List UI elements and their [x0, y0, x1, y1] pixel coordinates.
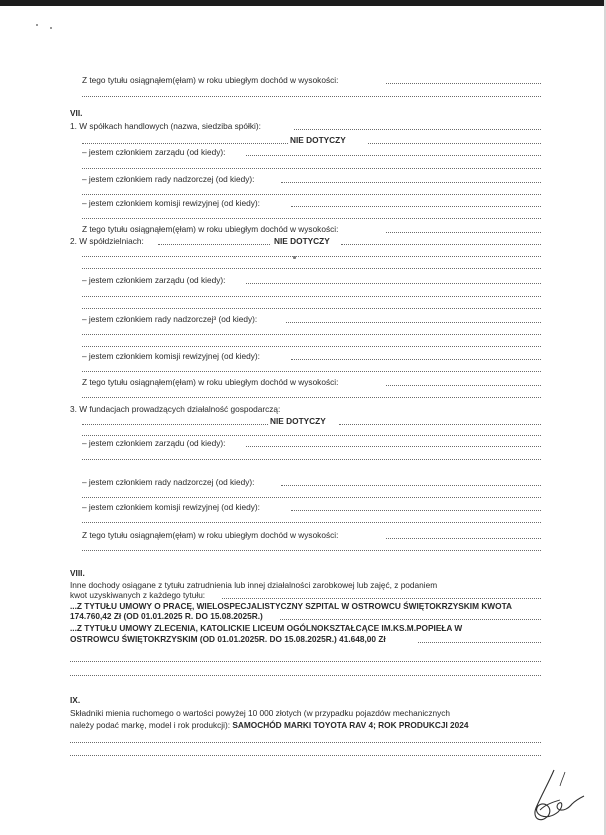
fill-line: [246, 155, 541, 156]
vii-item-1-label: 1. W spółkach handlowych (nazwa, siedziba spółki):: [70, 121, 261, 131]
section-viii-heading: VIII.: [70, 568, 85, 578]
fill-line: [82, 96, 541, 97]
vii1-income-label: Z tego tytułu osiągnąłem(ęłam) w roku ubiegłym dochód w wysokości:: [82, 224, 339, 234]
fill-line: [82, 218, 541, 219]
fill-line: [341, 244, 541, 245]
vii1-member-audit: – jestem członkiem komisji rewizyjnej (od kiedy):: [82, 198, 260, 208]
fill-line: [82, 397, 541, 398]
fill-line: [368, 143, 541, 144]
viii-entry-2-line-1: ...Z TYTUŁU UMOWY ZLECENIA, KATOLICKIE LICEUM OGÓLNOKSZTAŁCĄCE IM.KS.M.POPIEŁA W: [70, 623, 463, 633]
income-label: Z tego tytułu osiągnąłem(ęłam) w roku ubiegłym dochód w wysokości:: [82, 75, 339, 85]
ix-line-2: [70, 720, 542, 730]
vii3-member-audit: – jestem członkiem komisji rewizyjnej (od kiedy):: [82, 502, 260, 512]
fill-line: [82, 256, 541, 257]
vii2-member-audit: – jestem członkiem komisji rewizyjnej (od kiedy):: [82, 351, 260, 361]
fill-line: [70, 742, 541, 743]
fill-line: [294, 129, 541, 130]
vii3-income-label: Z tego tytułu osiągnąłem(ęłam) w roku ubiegłym dochód w wysokości:: [82, 530, 339, 540]
fill-line: [386, 385, 541, 386]
fill-line: [82, 346, 541, 347]
fill-line: [281, 485, 541, 486]
ix-line-1: Składniki mienia ruchomego o wartości powyżej 10 000 złotych (w przypadku pojazdów mechanicznych: [70, 708, 450, 718]
not-applicable: NIE DOTYCZY: [290, 135, 346, 145]
fill-line: [158, 244, 270, 245]
fill-line: [222, 598, 541, 599]
section-ix-heading: IX.: [70, 695, 81, 705]
ix-vehicle-value: SAMOCHÓD MARKI TOYOTA RAV 4; ROK PRODUKCJI 2024: [232, 720, 469, 730]
ix-line-2-prefix: należy podać markę, model i rok produkcji):: [70, 720, 231, 730]
fill-line: [82, 497, 541, 498]
fill-line: [82, 194, 541, 195]
fill-line: [386, 83, 541, 84]
scan-top-border: [0, 0, 606, 6]
handwritten-signature: [520, 760, 590, 830]
fill-line: [280, 619, 541, 620]
fill-line: [70, 755, 541, 756]
vii2-member-supervisory: – jestem członkiem rady nadzorczej³ (od kiedy):: [82, 314, 258, 324]
not-applicable: NIE DOTYCZY: [274, 236, 330, 246]
scan-speck: [50, 27, 52, 29]
fill-line: [82, 550, 541, 551]
fill-line: [82, 308, 541, 309]
viii-intro-line-1: Inne dochody osiągane z tytułu zatrudnienia lub innej działalności zarobkowej lub zajęć, z podaniem: [70, 580, 438, 590]
fill-line: [82, 371, 541, 372]
fill-line: [82, 424, 268, 425]
fill-line: [82, 168, 541, 169]
vii1-member-board: – jestem członkiem zarządu (od kiedy):: [82, 147, 226, 157]
fill-line: [70, 675, 541, 676]
fill-line: [246, 283, 541, 284]
viii-intro-line-2: kwot uzyskiwanych z każdego tytułu:: [70, 590, 206, 600]
fill-line: [418, 642, 541, 643]
fill-line: [82, 522, 541, 523]
vii2-member-board: – jestem członkiem zarządu (od kiedy):: [82, 275, 226, 285]
fill-line: [82, 334, 541, 335]
fill-line: [82, 143, 288, 144]
not-applicable: NIE DOTYCZY: [270, 416, 326, 426]
fill-line: [339, 424, 541, 425]
vii1-member-supervisory: – jestem członkiem rady nadzorczej (od kiedy):: [82, 174, 255, 184]
fill-line: [386, 232, 541, 233]
viii-entry-1-line-1: ...Z TYTUŁU UMOWY O PRACĘ, WIELOSPECJALISTYCZNY SZPITAL W OSTROWCU ŚWIĘTOKRZYSKIM KWOTA: [70, 601, 513, 611]
fill-line: [82, 268, 541, 269]
vii-item-3-label: 3. W fundacjach prowadzących działalność gospodarczą:: [70, 404, 281, 414]
fill-line: [281, 182, 541, 183]
fill-line: [246, 446, 541, 447]
vii3-member-board: – jestem członkiem zarządu (od kiedy):: [82, 438, 226, 448]
scan-speck: [36, 24, 38, 26]
fill-line: [286, 322, 541, 323]
fill-line: [386, 538, 541, 539]
vii3-member-supervisory: – jestem członkiem rady nadzorczej (od kiedy):: [82, 477, 255, 487]
fill-line: [291, 206, 541, 207]
fill-line: [82, 459, 541, 460]
fill-line: [291, 510, 541, 511]
vii-item-2-label: 2. W spółdzielniach:: [70, 236, 144, 246]
viii-entry-2-line-2: OSTROWCU ŚWIĘTOKRZYSKIM (OD 01.01.2025R. DO 15.08.2025R.) 41.648,00 Zł: [70, 634, 386, 644]
viii-entry-1-line-2: 174.760,42 Zł (OD 01.01.2025 R. DO 15.08.2025R.): [70, 611, 263, 621]
section-vii-heading: VII.: [70, 108, 83, 118]
fill-line: [291, 359, 541, 360]
vii2-income-label: Z tego tytułu osiągnąłem(ęłam) w roku ubiegłym dochód w wysokości:: [82, 377, 339, 387]
fill-line: [70, 661, 541, 662]
fill-line: [82, 296, 541, 297]
fill-line: [82, 435, 541, 436]
